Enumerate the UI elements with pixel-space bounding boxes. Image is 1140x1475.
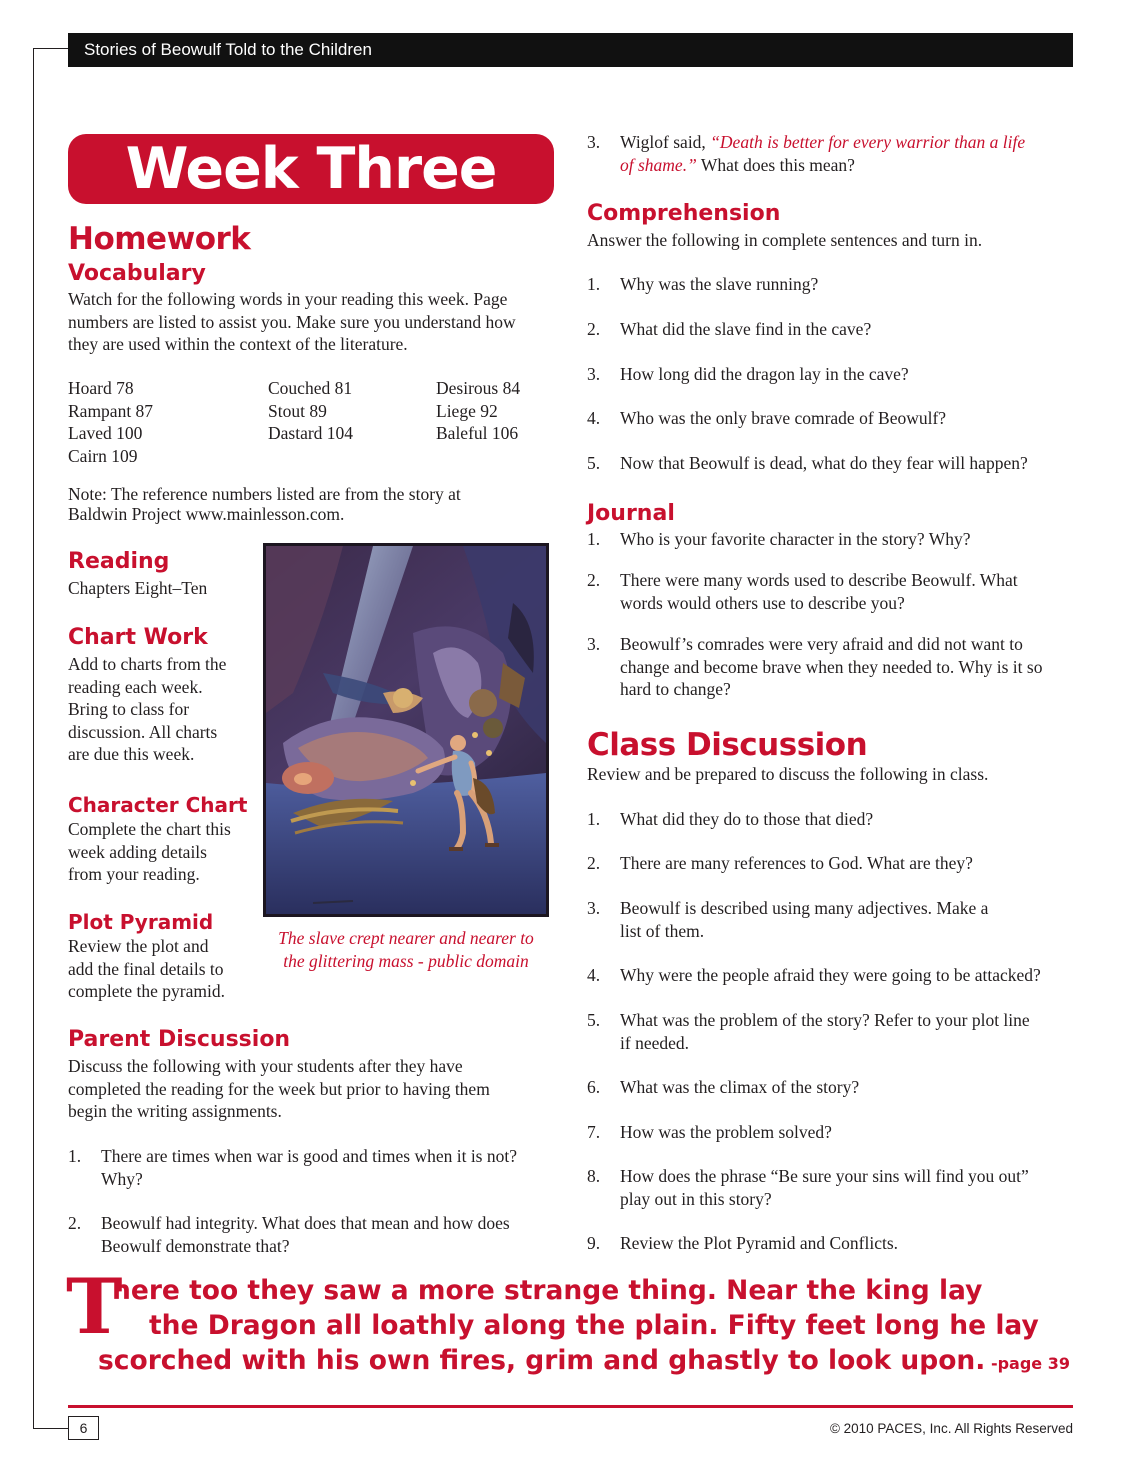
class-discussion-item bbox=[587, 1121, 1073, 1144]
item-line: What was the problem of the story? Refer to your plot line bbox=[620, 1010, 1030, 1030]
page-frame-line bbox=[33, 48, 34, 1428]
parent-intro-line: begin the writing assignments. bbox=[68, 1101, 282, 1121]
class-discussion-item bbox=[587, 897, 1073, 942]
item-line: hard to change? bbox=[620, 679, 731, 699]
item-number: 2. bbox=[587, 853, 601, 873]
copyright: © 2010 PACES, Inc. All Rights Reserved bbox=[829, 1421, 1073, 1436]
comprehension-intro: Answer the following in complete sentences and turn in. bbox=[587, 230, 983, 250]
class-discussion-item bbox=[587, 1232, 1073, 1255]
item-line: list of them. bbox=[620, 920, 705, 941]
character-chart-text bbox=[68, 818, 231, 886]
vocabulary-note-line: Note: The reference numbers listed are from the story at bbox=[68, 484, 461, 504]
item-line: How was the problem solved? bbox=[620, 1122, 832, 1142]
comprehension-heading: Comprehension bbox=[587, 201, 781, 226]
caption-line: The slave crept nearer and nearer to bbox=[278, 928, 534, 948]
item-number: 5. bbox=[587, 453, 601, 473]
plot-pyramid-line: complete the pyramid. bbox=[68, 981, 225, 1001]
item-text: What did the slave find in the cave? bbox=[620, 319, 872, 339]
vocabulary-note-line: Baldwin Project www.mainlesson.com. bbox=[68, 504, 345, 524]
item-number: 6. bbox=[587, 1077, 601, 1097]
dragon-illustration bbox=[263, 543, 549, 917]
chart-work-line: Add to charts from the bbox=[68, 654, 227, 674]
item-number: 9. bbox=[587, 1233, 601, 1253]
parent-item-continued bbox=[587, 131, 1073, 176]
item-line: words would others use to describe you? bbox=[620, 592, 905, 613]
vocabulary-column-3 bbox=[436, 377, 520, 445]
journal-item bbox=[587, 528, 1073, 551]
quote-line-3 bbox=[98, 1343, 1070, 1381]
quote-line-2: the Dragon all loathly along the plain. Fifty feet long he lay bbox=[149, 1310, 1039, 1341]
vocab-word: Rampant 87 bbox=[68, 400, 154, 421]
character-chart-line: week adding details bbox=[68, 841, 207, 862]
item-number: 1. bbox=[587, 529, 601, 549]
item-number: 2. bbox=[587, 570, 601, 590]
class-discussion-item bbox=[587, 1009, 1073, 1054]
comprehension-item bbox=[587, 318, 1073, 341]
parent-item bbox=[68, 1212, 558, 1257]
vocabulary-intro-line: Watch for the following words in your reading this week. Page bbox=[68, 289, 508, 309]
item-number: 7. bbox=[587, 1122, 601, 1142]
vocabulary-intro bbox=[68, 288, 516, 356]
item-number: 2. bbox=[68, 1213, 82, 1233]
reading-text: Chapters Eight–Ten bbox=[68, 578, 208, 598]
item-quote: of shame.” bbox=[620, 154, 697, 175]
page-number: 6 bbox=[68, 1416, 99, 1440]
item-line: Review the Plot Pyramid and Conflicts. bbox=[620, 1233, 899, 1253]
quote-text: scorched with his own fires, grim and ghastly to look upon. bbox=[98, 1345, 986, 1376]
header-bar bbox=[68, 33, 1073, 67]
journal-heading: Journal bbox=[587, 501, 675, 526]
item-number: 1. bbox=[68, 1146, 82, 1166]
item-number: 5. bbox=[587, 1010, 601, 1030]
item-line: How does the phrase “Be sure your sins will find you out” bbox=[620, 1166, 1029, 1186]
chart-work-heading: Chart Work bbox=[68, 625, 208, 650]
item-text: Now that Beowulf is dead, what do they fear will happen? bbox=[620, 453, 1028, 473]
vocab-word: Desirous 84 bbox=[436, 378, 521, 398]
week-title-banner: Week Three bbox=[68, 134, 554, 204]
plot-pyramid-line: add the final details to bbox=[68, 958, 224, 979]
quote-page-ref: -page 39 bbox=[985, 1354, 1070, 1373]
item-line: Why were the people afraid they were going to be attacked? bbox=[620, 965, 1041, 985]
parent-item bbox=[68, 1145, 558, 1190]
illustration-caption bbox=[258, 927, 554, 972]
item-line: if needed. bbox=[620, 1032, 689, 1053]
vocab-word: Liege 92 bbox=[436, 400, 498, 421]
vocabulary-heading: Vocabulary bbox=[68, 261, 206, 286]
class-discussion-item bbox=[587, 964, 1073, 987]
caption-line: the glittering mass - public domain bbox=[283, 950, 529, 971]
class-discussion-item bbox=[587, 852, 1073, 875]
item-number: 1. bbox=[587, 809, 601, 829]
homework-heading: Homework bbox=[68, 221, 251, 257]
parent-intro-line: Discuss the following with your students after they have bbox=[68, 1056, 463, 1076]
item-number: 3. bbox=[587, 898, 601, 918]
vocab-word: Baleful 106 bbox=[436, 423, 519, 443]
comprehension-item bbox=[587, 407, 1073, 430]
item-line: play out in this story? bbox=[620, 1188, 772, 1209]
item-number: 3. bbox=[587, 132, 601, 152]
item-line: There were many words used to describe Beowulf. What bbox=[620, 570, 1018, 590]
character-chart-line: Complete the chart this bbox=[68, 819, 231, 839]
item-line: What did they do to those that died? bbox=[620, 809, 874, 829]
parent-discussion-intro bbox=[68, 1055, 490, 1123]
item-number: 3. bbox=[587, 364, 601, 384]
item-number: 3. bbox=[587, 634, 601, 654]
item-number: 8. bbox=[587, 1166, 601, 1186]
item-text: Why was the slave running? bbox=[620, 274, 819, 294]
vocab-word: Couched 81 bbox=[268, 378, 353, 398]
item-line: change and become brave when they needed to. Why is it so bbox=[620, 656, 1043, 677]
item-line: There are many references to God. What are they? bbox=[620, 853, 973, 873]
plot-pyramid-text bbox=[68, 935, 225, 1003]
item-line: Beowulf demonstrate that? bbox=[101, 1235, 290, 1256]
vocabulary-intro-line: they are used within the context of the literature. bbox=[68, 334, 408, 354]
chart-work-line: Bring to class for bbox=[68, 699, 190, 719]
comprehension-item bbox=[587, 273, 1073, 296]
item-number: 1. bbox=[587, 274, 601, 294]
item-number: 4. bbox=[587, 965, 601, 985]
class-discussion-item bbox=[587, 1165, 1073, 1210]
comprehension-item bbox=[587, 363, 1073, 386]
character-chart-heading: Character Chart bbox=[68, 793, 248, 817]
item-line: There are times when war is good and times when it is not? bbox=[101, 1146, 518, 1166]
vocabulary-note bbox=[68, 484, 461, 524]
item-line: Why? bbox=[101, 1168, 143, 1189]
chart-work-line: discussion. All charts bbox=[68, 721, 218, 742]
vocabulary-column-2 bbox=[268, 377, 353, 445]
item-text: How long did the dragon lay in the cave? bbox=[620, 364, 909, 384]
item-number: 4. bbox=[587, 408, 601, 428]
character-chart-line: from your reading. bbox=[68, 864, 200, 884]
vocabulary-intro-line: numbers are listed to assist you. Make sure you understand how bbox=[68, 311, 516, 332]
quote-line-1: here too they saw a more strange thing. Near the king lay bbox=[112, 1275, 983, 1306]
parent-intro-line: completed the reading for the week but prior to having them bbox=[68, 1078, 490, 1099]
vocab-word: Laved 100 bbox=[68, 423, 143, 443]
parent-discussion-heading: Parent Discussion bbox=[68, 1027, 291, 1052]
quote-drop-cap: T bbox=[66, 1262, 123, 1351]
vocab-word: Stout 89 bbox=[268, 400, 327, 421]
item-line: Who is your favorite character in the story? Why? bbox=[620, 529, 971, 549]
vocab-word: Cairn 109 bbox=[68, 445, 138, 466]
item-quote: “Death is better for every warrior than a life bbox=[710, 132, 1026, 152]
vocab-word: Hoard 78 bbox=[68, 378, 134, 398]
item-text: Who was the only brave comrade of Beowulf? bbox=[620, 408, 947, 428]
item-line: What was the climax of the story? bbox=[620, 1077, 860, 1097]
comprehension-item bbox=[587, 452, 1073, 475]
class-discussion-item bbox=[587, 1076, 1073, 1099]
item-line: Beowulf is described using many adjectives. Make a bbox=[620, 898, 989, 918]
vocab-word: Dastard 104 bbox=[268, 423, 354, 443]
plot-pyramid-heading: Plot Pyramid bbox=[68, 910, 214, 934]
item-text: Wiglof said, bbox=[620, 132, 711, 152]
reading-heading: Reading bbox=[68, 549, 170, 574]
item-text: What does this mean? bbox=[696, 154, 855, 175]
class-discussion-intro: Review and be prepared to discuss the following in class. bbox=[587, 764, 989, 784]
header-title: Stories of Beowulf Told to the Children bbox=[84, 40, 372, 59]
page-frame-tick-top bbox=[33, 48, 68, 49]
item-number: 2. bbox=[587, 319, 601, 339]
item-line: Beowulf’s comrades were very afraid and did not want to bbox=[620, 634, 1023, 654]
journal-item bbox=[587, 569, 1073, 614]
chart-work-line: are due this week. bbox=[68, 744, 195, 764]
vocabulary-column-1 bbox=[68, 377, 153, 467]
class-discussion-item bbox=[587, 808, 1073, 831]
page-frame-tick-bottom bbox=[33, 1428, 68, 1429]
chart-work-line: reading each week. bbox=[68, 676, 203, 697]
item-line: Beowulf had integrity. What does that mean and how does bbox=[101, 1213, 510, 1233]
chart-work-text bbox=[68, 653, 226, 766]
plot-pyramid-line: Review the plot and bbox=[68, 936, 209, 956]
footer-rule bbox=[68, 1405, 1073, 1408]
class-discussion-heading: Class Discussion bbox=[587, 727, 868, 763]
journal-item bbox=[587, 633, 1073, 701]
